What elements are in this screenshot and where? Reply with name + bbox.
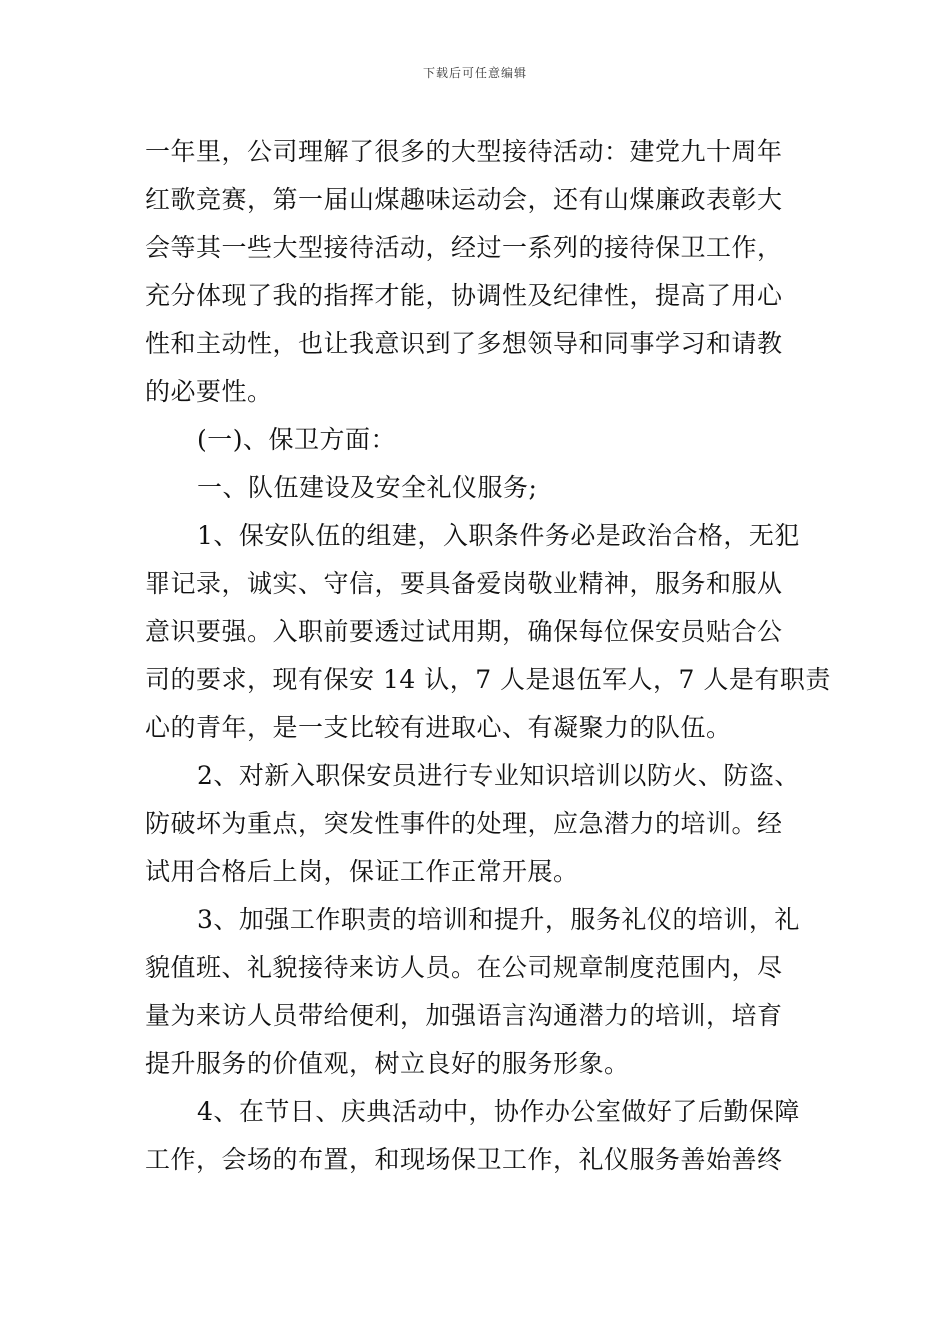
subsection-heading — [145, 464, 809, 512]
text-line: 的必要性。 — [145, 377, 273, 406]
text-line: 提升服务的价值观，树立良好的服务形象。 — [145, 1049, 630, 1078]
text-line: 工作，会场的布置，和现场保卫工作，礼仪服务善始善终 — [145, 1145, 783, 1174]
text-line: 貌值班、礼貌接待来访人员。在公司规章制度范围内，尽 — [145, 953, 783, 982]
text-line: 充分体现了我的指挥才能，协调性及纪律性，提高了用心 — [145, 281, 783, 310]
text-line: 意识要强。入职前要透过试用期，确保每位保安员贴合公 — [145, 617, 783, 646]
text-line: 罪记录，诚实、守信，要具备爱岗敬业精神，服务和服从 — [145, 569, 783, 598]
paragraph — [145, 896, 809, 1088]
document-body — [145, 128, 831, 1184]
text-line: 4、在节日、庆典活动中，协作办公室做好了后勤保障 — [197, 1097, 800, 1126]
text-line: 一、队伍建设及安全礼仪服务; — [197, 473, 538, 502]
text-line: 试用合格后上岗，保证工作正常开展。 — [145, 857, 579, 886]
text-line: 1、保安队伍的组建，入职条件务必是政治合格，无犯 — [197, 521, 800, 550]
text-line: 性和主动性，也让我意识到了多想领导和同事学习和请教 — [145, 329, 783, 358]
text-line: 司的要求，现有保安 14 认，7 人是退伍军人，7 人是有职责 — [145, 665, 831, 694]
text-line: 量为来访人员带给便利，加强语言沟通潜力的培训，培育 — [145, 1001, 783, 1030]
paragraph — [145, 752, 809, 896]
text-line: 3、加强工作职责的培训和提升，服务礼仪的培训，礼 — [197, 905, 800, 934]
text-line: 红歌竞赛，第一届山煤趣味运动会，还有山煤廉政表彰大 — [145, 185, 783, 214]
text-line: 防破坏为重点，突发性事件的处理，应急潜力的培训。经 — [145, 809, 783, 838]
paragraph — [145, 1088, 809, 1184]
section-heading — [145, 416, 809, 464]
text-line: 会等其一些大型接待活动，经过一系列的接待保卫工作， — [145, 233, 783, 262]
text-line: (一)、保卫方面： — [197, 425, 397, 454]
paragraph — [145, 512, 831, 752]
text-line: 2、对新入职保安员进行专业知识培训以防火、防盗、 — [197, 761, 800, 790]
text-line: 心的青年，是一支比较有进取心、有凝聚力的队伍。 — [145, 713, 732, 742]
page-header: 下载后可任意编辑 — [422, 66, 527, 80]
paragraph — [145, 128, 809, 416]
text-line: 一年里，公司理解了很多的大型接待活动：建党九十周年 — [145, 137, 783, 166]
